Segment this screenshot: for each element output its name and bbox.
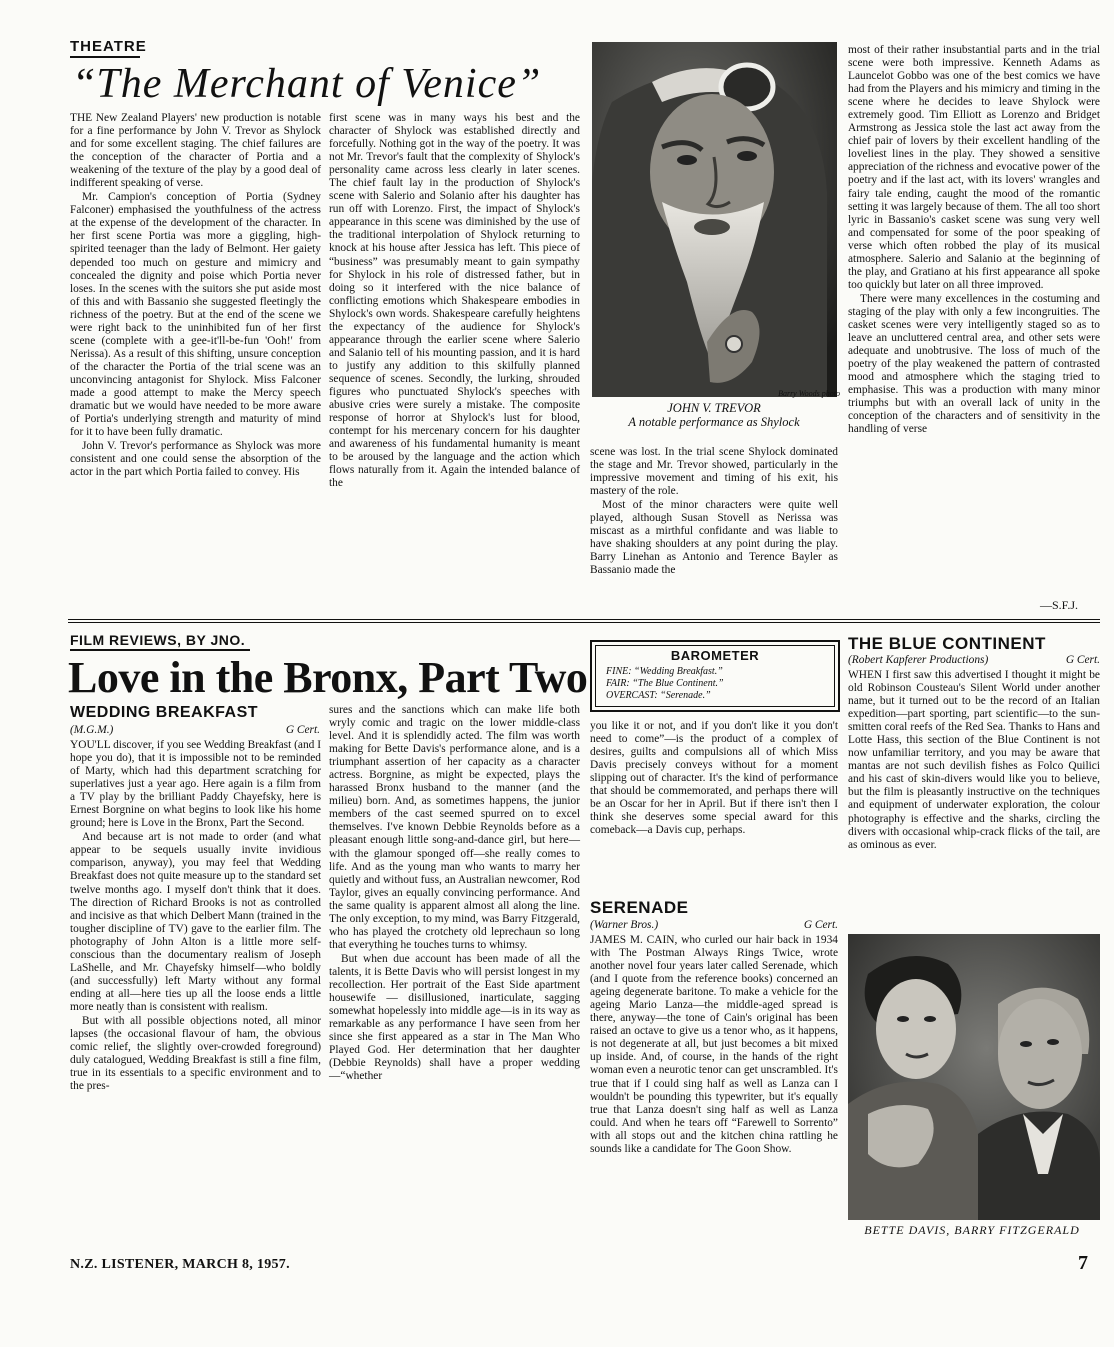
film-c1-p2: And because art is not made to order (and what appear to be sequels usually invite invidious comparison, anyway), you may feel that Wedding Breakfast does not quite measure up to the standard set twelve months ago. I myself don't think that it does. The direction of Richard Brooks is not as controlled and incisive as that which Delbert Mann (trained in the tougher discipline of TV) gave to the earlier film. The photography of John Alton is a little more self-conscious than the documentary realism of Joseph LaShelle, and Mr. Chayefsky himself—who boldly (and successfully) left Marty without any formal ending at all—here ties up all the loose ends a little more neatly than is consistent with realism.: [70, 831, 321, 1013]
film-column-2: [329, 704, 580, 1083]
theatre-signature: —S.F.J.: [1040, 598, 1079, 612]
shylock-caption-name: JOHN V. TREVOR: [667, 401, 761, 415]
theatre-section-label: THEATRE: [70, 38, 147, 55]
serenade-cert: G Cert.: [803, 919, 838, 931]
footer-issue: N.Z. LISTENER, MARCH 8, 1957.: [70, 1257, 290, 1272]
wedding-breakfast-title: WEDDING BREAKFAST: [70, 704, 259, 721]
theatre-column-4: [848, 44, 1100, 436]
theatre-c3-p2: Most of the minor characters were quite well played, although Susan Stovell as Nerissa was miscast as a mirthful confidante and was liable to have shaking shoulders at any point during the play. Barry Linehan as Antonio and Terence Bayler as Bassanio made the: [590, 499, 838, 577]
theatre-c2-p1: first scene was in many ways his best and the character of Shylock was established directly and forcefully. Nothing got in the way of the poetry. It was not Mr. Trevor's fault that the complexity of Shylock's personality came across less clearly in later scenes. The chief fault lay in the production of Shylock's scene with Salerio and Solanio after his daughter has run off with Lorenzo. First, the impact of Shylock's appearance in this scene was diminished by the use of the traditional interpolation of Shylock returning to knock at his house after Jessica has left. This piece of “business” was presumably meant to gain sympathy for Shylock in his role of distressed father, but in doing so it interfered with the nice balance of conflicting emotions which Shakespeare embodies in Shylock's own words. Shakespeare carefully heightens the expectancy of the audience for Shylock's appearance through the earlier scene where Salerio and Salanio tell of his mounting passion, and it is hard to justify any addition to this skilfully planned sequence of scenes. Secondly, the lurking, shrouded figures who punctuated Shylock's speeches with abusive cries were surely a mistake. The composite response of horror at Shylock's lust for blood, contempt for his mercenary concern for his daughter and awareness of his fundamental humanity is meant to be aroused by the language and the action which flows naturally from it. Again the intended balance of the: [329, 112, 580, 490]
barometer-overcast: OVERCAST: “Serenade.”: [606, 690, 711, 701]
film-column-1: [70, 739, 321, 1093]
serenade-title: SERENADE: [590, 898, 689, 917]
theatre-c4-p1: most of their rather insubstantial parts and in the trial scene were both impressive. Kenneth Adams as Launcelot Gobbo was one of the best comics we have had from the Players and his mimicry and timing in the scene where he decides to leave Shylock were extremely good. Tim Elliott as Lorenzo and Bridget Armstrong as Jessica stole the last act away from the chief pair of lovers by their excellent handling of the loveliest lines in the play. They showed a sensitive appreciation of the richness and evocative power of the poetry and if the last act, with its lovers' wrangles and fairy tale ending, caught the mood of the romantic setting it was largely because of them. The all too short lyric in Bassanio's casket scene was sung very well and compensated for some of the poor speaking of verse which often robbed the play of its musical atmosphere. Salerio and Salanio at the beginning of the play, and Gratiano at his first appearance all spoke too quickly but later on all three improved.: [848, 44, 1100, 291]
section-divider: [68, 619, 1100, 620]
barometer-title: BAROMETER: [670, 648, 760, 663]
shylock-photo-credit: Barry Woods photo: [778, 389, 840, 398]
film-c2-p2: But when due account has been made of all the talents, it is Bette Davis who will persist longest in my recollection. Her portrait of the East Side apartment housewife — disillusioned, inarticulate, sagging somewhat hopelessly into middle age—is in its way as remarkable as any performance I have seen from her since she first appeared as a star in The Man Who Played God. Her determination that her daughter (Debbie Reynolds) shall have a proper wedding—“whether: [329, 952, 580, 1083]
theatre-c1-p2: Mr. Campion's conception of Portia (Sydney Falconer) emphasised the youthfulness of the actress at the expense of the development of the character. In her first scene Portia was more a giggling, high-spirited teenager than the lady of Belmont. Her gaiety depended too much on gesture and mimicry and concealed the dignity and poise which Portia never loses. In the scenes with the suitors she put aside most of this and with Bassanio she suggested fleetingly the richness of the poetry. But at the end of the scene we were right back to the uninhibited fun of her first scene (complete with a gee-it'll-be-fun 'Ooh!' from Nerissa). As a result of this shifting, unsure conception of the character the Portia of the trial scene was an unconvincing antagonist for Shylock. Miss Falconer made a good attempt to make the Mercy speech dramatic but we would have needed to be more aware of Portia's underlying strength and maturity of mind for it to have been fully dramatic.: [70, 191, 321, 439]
theatre-column-3: [590, 446, 838, 577]
film-c3b-p1: JAMES M. CAIN, who curled our hair back in 1934 with The Postman Always Rings Twice, wrote another novel four years later called Serenade, which (and I quote from the reference books) concerned an ageing degenerate baritone. To make a vehicle for the ageing Mario Lanza—the middle-aged spread is there, anyway—the tone of Cain's original has been raised an octave to give us a tenor who, as it happens, is not degenerate at all, but just becomes a bit mixed up inside. And, of course, in the hands of the right woman even a neurotic tenor can get unscrambled. It's true that if I could sing half as well as Lanza can I wouldn't be pounding this typewriter, but it's equally true that Lanza doesn't sing half as well as Lanza could. And when he tears off “Farewell to Sorrento” with all stops out and the kitchen china rattling he sounds like a candidate for The Goon Show.: [590, 934, 838, 1155]
theatre-c1-p1: THE New Zealand Players' new production is notable for a fine performance by John V. Trevor as Shylock and for some excellent staging. The chief failures are the conception of the character of Portia and a weakening of the texture of the play by a good deal of indifferent speaking of verse.: [70, 112, 321, 190]
serenade-studio: (Warner Bros.): [590, 919, 659, 931]
davis-fitzgerald-photo-image: [848, 934, 1100, 1220]
film-label-underline: [70, 649, 250, 651]
film-c1-p3: But with all possible objections noted, all minor lapses (the occasional flavour of ham, the obvious comic relief, the slightly over-crowded foreground) duly catalogued, Wedding Breakfast is still a fine film, true in its essentials to a specific environment and to the pres-: [70, 1014, 321, 1093]
wedding-breakfast-cert: G Cert.: [285, 724, 320, 736]
film-column-3a: [590, 720, 838, 837]
footer-page-number: 7: [1078, 1252, 1088, 1274]
blue-continent-meta: [848, 654, 1100, 666]
film-section-label: FILM REVIEWS, BY JNO.: [70, 632, 246, 648]
wedding-breakfast-studio: (M.G.M.): [70, 724, 114, 736]
film-column-4: [848, 669, 1100, 852]
barometer-fair: FAIR: “The Blue Continent.”: [606, 678, 724, 689]
theatre-column-1: [70, 112, 321, 479]
theatre-label-underline: [70, 56, 140, 58]
theatre-c1-p3: John V. Trevor's performance as Shylock was more consistent and one could sense the absorption of the actor in the part which Portia failed to convey. His: [70, 440, 321, 479]
theatre-c3-p1: scene was lost. In the trial scene Shylock dominated the stage and Mr. Trevor showed, particularly in the impressive movement and timing of his exit, his mastery of the role.: [590, 446, 838, 498]
shylock-caption-desc: A notable performance as Shylock: [628, 415, 800, 429]
film-c2-p1: sures and the sanctions which can make life both wryly comic and tragic on the lower middle-class level. And it is splendidly acted. The film was worth making for Bette Davis's performance alone, and is a triumphant assertion of her capacity as a character actress. Borgnine, as might be expected, plays the harassed Bronx husband to the manner (and the milieu) born. And, as sometimes happens, the junior members of the cast seemed spurred on to excel themselves. I've known Debbie Reynolds before as a pleasant enough little song-and-dance girl, but here—with the glamour sponged off—she really comes to life. And as the young man who wants to marry her quietly and without fuss, an Australian newcomer, Rod Taylor, gives an equally convincing performance. And the same quality is apparent almost all along the line. The only exception, to my mind, was Barry Fitzgerald, who has played the crotchety old leprechaun so long that everything he touches turns to whimsy.: [329, 704, 580, 951]
theatre-headline: “The Merchant of Venice”: [72, 61, 542, 107]
film-c4-p1: WHEN I first saw this advertised I thought it might be old Robinson Cousteau's Silent World under another name, but it turned out to be the record of an Italian expedition—part sporting, part scientific—to the sun-smitten coral reefs of the Red Sea. Thanks to Hans and Lotte Hass, this section of the Blue Continent is not now unfamiliar territory, and you may be aware that mantas are not such devilish fishes as Folco Quilici and his cast of skin-divers would like you to believe, but the film is pleasantly instructive on the techniques and equipment of underwater exploration, the colour photography is effective and the sharks, circling the divers with occasional whip-crack flicks of the tail, are as ominous as ever.: [848, 669, 1100, 851]
barometer-fine: FINE: “Wedding Breakfast.”: [606, 666, 723, 677]
wedding-breakfast-meta: [70, 724, 320, 736]
film-c3a-p1: you like it or not, and if you don't like it you don't need to come”—is the product of a complex of desires, guilts and compulsions all of which Miss Davis precisely conveys without for a moment slipping out of character. It's the kind of performance that should be commemorated, and perhaps there will be an Oscar for her in April. But if there isn't then I think she deserves some special award for this comeback—a Davis cup, perhaps.: [590, 720, 838, 837]
film-column-3b: [590, 934, 838, 1156]
blue-continent-title: THE BLUE CONTINENT: [848, 634, 1046, 653]
shylock-photo-image: [592, 42, 837, 397]
theatre-c4-p2: There were many excellences in the costuming and staging of the play with only a few incongruities. The casket scenes were very intelligently staged so as to leave an uncluttered central area, and other sets were adequate and unobtrusive. The loss of much of the poetry of the play weakened the pattern of contrasted mood and atmosphere which the staging tried to emphasise. This was a production with many minor triumphs but with an overall lack of unity in the conception of the characters and of sensitivity in the handling of verse: [848, 292, 1100, 436]
film-c1-p1: YOU'LL discover, if you see Wedding Breakfast (and I hope you do), that it is impossible not to be reminded of Marty, which had this department scratching for superlatives just a year ago. Here again is a film from a TV play by the brilliant Paddy Chayefsky, here is Ernest Borgnine on what begins to look like his home ground; here is Love in the Bronx, Part the Second.: [70, 739, 321, 830]
theatre-column-2: [329, 112, 580, 490]
film-headline: Love in the Bronx, Part Two: [68, 653, 588, 702]
section-divider-2: [68, 622, 1100, 623]
shylock-photo: [592, 42, 837, 397]
davis-fitzgerald-caption: BETTE DAVIS, BARRY FITZGERALD: [864, 1223, 1080, 1237]
barometer-box: [590, 640, 840, 712]
davis-fitzgerald-photo: [848, 934, 1100, 1220]
serenade-meta: [590, 919, 838, 931]
blue-continent-studio: (Robert Kapferer Productions): [848, 654, 989, 666]
blue-continent-cert: G Cert.: [1065, 654, 1100, 666]
